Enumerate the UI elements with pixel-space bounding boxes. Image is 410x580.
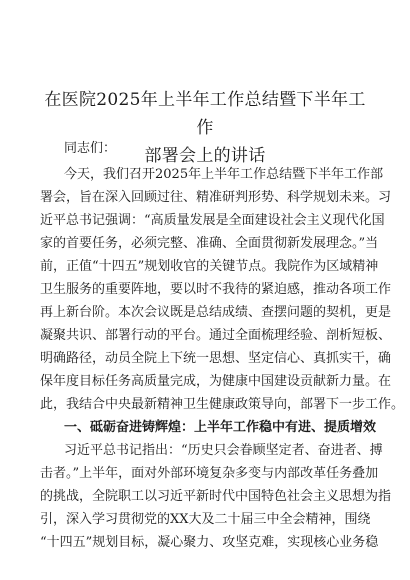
paragraph-2-line: 的挑战，全院职工以习近平新时代中国特色社会主义思想为指	[40, 489, 392, 504]
paragraph-1-line: 保年度目标任务高质量完成，为健康中国建设贡献新力量。在	[40, 374, 392, 389]
paragraph-1-line: 家的首要任务，必须完整、准确、全面贯彻新发展理念。”当	[40, 236, 379, 251]
paragraph-2-line: 击者。”上半年，面对外部环境复杂多变与内部改革任务叠加	[40, 466, 379, 481]
paragraph-1-line: 凝聚共识、部署行动的平台。通过全面梳理经验、剖析短板、	[40, 328, 392, 343]
paragraph-2-line: “十四五”规划目标，凝心聚力、攻坚克难，实现核心业务稳	[40, 535, 379, 550]
paragraph-1-line: 卫生服务的重要阵地，要以时不我待的紧迫感，推动各项工作	[40, 282, 392, 297]
salutation: 同志们：	[64, 141, 117, 156]
title-line-2: 部署会上的讲话	[144, 146, 266, 166]
section-heading: 一、砥砺奋进铸辉煌：上半年工作稳中有进、提质增效	[64, 420, 377, 435]
paragraph-2-line: 引，深入学习贯彻党的XX大及二十届三中全会精神，围绕	[40, 512, 371, 527]
title-line-1: 在医院2025年上半年工作总结暨下半年工作	[44, 90, 366, 138]
paragraph-1-line: 此，我结合中央最新精神卫生健康政策导向，部署下一步工作。	[40, 397, 405, 412]
paragraph-1-line: 明确路径，动员全院上下统一思想、坚定信心、真抓实干，确	[40, 351, 392, 366]
paragraph-1-line: 今天，我们召开2025年上半年工作总结暨下半年工作部	[64, 167, 384, 182]
paragraph-1-line: 署会，旨在深入回顾过往、精准研判形势、科学规划未来。习	[40, 190, 392, 205]
paragraph-2-line: 习近平总书记指出：“历史只会眷顾坚定者、奋进者、搏	[64, 443, 383, 458]
paragraph-1-line: 近平总书记强调：“高质量发展是全面建设社会主义现代化国	[40, 213, 385, 228]
paragraph-1-line: 再上新台阶。本次会议既是总结成绩、查摆问题的契机，更是	[40, 305, 392, 320]
paragraph-1-line: 前，正值“十四五”规划收官的关键节点。我院作为区域精神	[40, 259, 379, 274]
